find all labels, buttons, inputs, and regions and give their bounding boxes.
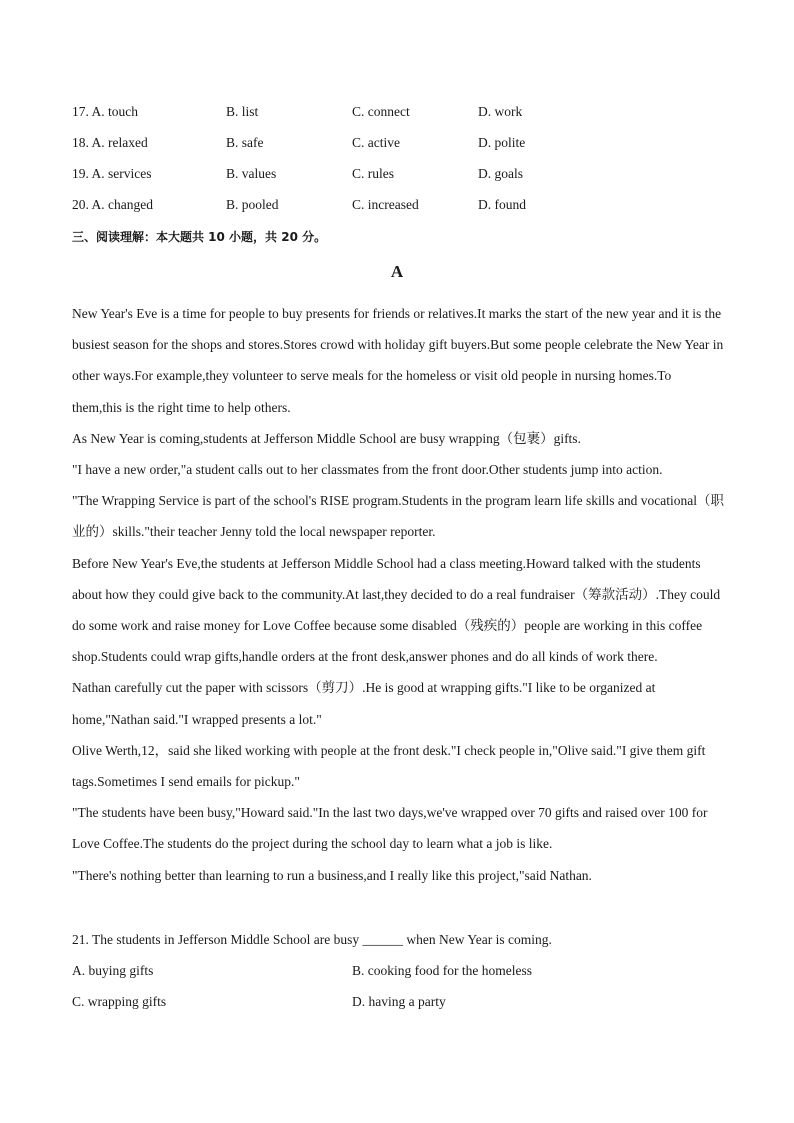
option-a: 19. A. services: [72, 166, 152, 181]
option-c: C. wrapping gifts: [72, 994, 167, 1010]
option-b: B. pooled: [226, 197, 279, 212]
paragraph: Olive Werth,12，said she liked working with people at the front desk."I check people in,"Olive said."I give them gift tags.Sometimes I send emails for pickup.": [72, 742, 706, 790]
option-d: D. found: [478, 197, 526, 212]
option-c: C. rules: [352, 166, 394, 181]
option-c: C. active: [352, 135, 400, 150]
passage-title: A: [390, 262, 404, 281]
option-a: A. buying gifts: [72, 963, 154, 979]
paragraph: "There's nothing better than learning to run a business,and I really like this project,"said Nathan.: [72, 867, 592, 883]
paragraph: Before New Year's Eve,the students at Jefferson Middle School had a class meeting.Howard talked with the students about how they could give back to the community.At last,they decided to do a real fundraiser（筹款活动）.They could do some work and raise money for Love Coffee because some disabled（残疾的）people are working in this coffee shop.Students could wrap gifts,handle orders at the front desk,answer phones and do all kinds of work there.: [72, 555, 721, 665]
option-b: B. list: [226, 104, 259, 119]
option-a: 17. A. touch: [72, 104, 138, 119]
option-c: C. connect: [352, 104, 410, 119]
paragraph: As New Year is coming,students at Jefferson Middle School are busy wrapping（包裹）gifts.: [72, 430, 581, 446]
option-d: D. polite: [478, 135, 526, 150]
option-a: 18. A. relaxed: [72, 135, 148, 150]
option-c: C. increased: [352, 197, 419, 212]
option-b: B. cooking food for the homeless: [352, 963, 532, 979]
option-d: D. goals: [478, 166, 523, 181]
section-heading: 三、阅读理解：本大题共 10 小题，共 20 分。: [72, 230, 327, 244]
paragraph: New Year's Eve is a time for people to buy presents for friends or relatives.It marks the start of the new year and it is the busiest season for the shops and stores.Stores crowd with holiday gift buyers.But some people celebrate the New Year in other ways.For example,they volunteer to serve meals for the homeless or visit old people in nursing homes.To them,this is the right time to help others.: [72, 306, 724, 415]
option-d: D. having a party: [352, 994, 446, 1010]
option-d: D. work: [478, 104, 523, 119]
passage-body: [72, 298, 724, 891]
paragraph: "I have a new order,"a student calls out to her classmates from the front door.Other students jump into action.: [72, 462, 663, 478]
question-21: [72, 924, 724, 1018]
options-row-17: [72, 104, 732, 124]
options-row-20: [72, 197, 732, 217]
option-b: B. safe: [226, 135, 264, 150]
question-options-row: [72, 986, 724, 1017]
paragraph: "The students have been busy,"Howard said."In the last two days,we've wrapped over 70 gifts and raised over 100 for Love Coffee.The students do the project during the school day to learn what a job is like.: [72, 805, 708, 852]
option-b: B. values: [226, 166, 277, 181]
paragraph: Nathan carefully cut the paper with scissors（剪刀）.He is good at wrapping gifts."I like to be organized at home,"Nathan said."I wrapped presents a lot.": [72, 680, 656, 727]
question-stem: 21. The students in Jefferson Middle School are busy ______ when New Year is coming.: [72, 932, 552, 947]
options-row-18: [72, 135, 732, 155]
options-row-19: [72, 166, 732, 186]
question-options-row: [72, 955, 724, 986]
option-a: 20. A. changed: [72, 197, 153, 212]
paragraph: "The Wrapping Service is part of the school's RISE program.Students in the program learn life skills and vocational（职业的）skills."their teacher Jenny told the local newspaper reporter.: [72, 493, 725, 540]
